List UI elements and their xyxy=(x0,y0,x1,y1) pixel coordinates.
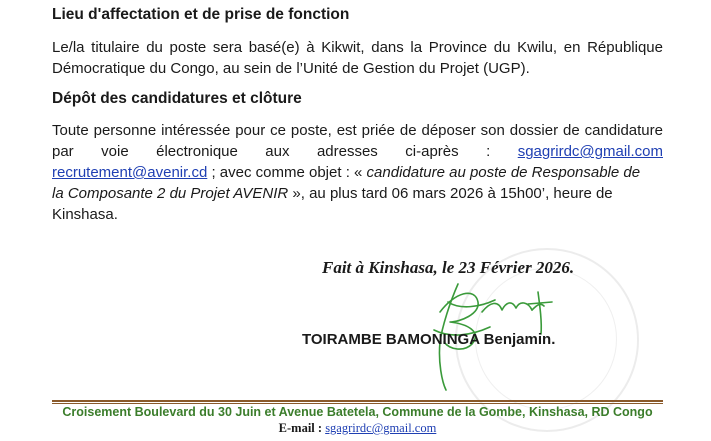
location-paragraph xyxy=(52,37,663,79)
footer-email-link[interactable]: sgagrirdc@gmail.com xyxy=(325,421,437,435)
submission-line-3-italic: candidature au poste de Responsable de xyxy=(366,164,641,181)
email-link-recrutement[interactable]: recrutement@avenir.cd xyxy=(52,164,208,181)
section-heading-location: Lieu d'affectation et de prise de fonction xyxy=(52,6,350,23)
submission-line-4-rest: », au plus tard 06 mars 2026 à 15h00’, heure de xyxy=(288,185,613,202)
signer-surname: TOIRAMBE BAMONINGA xyxy=(302,331,480,348)
footer-rule-thin xyxy=(52,403,663,404)
signer-end: . xyxy=(551,331,556,348)
submission-line-5: Kinshasa. xyxy=(52,206,118,223)
location-line-1: Le/la titulaire du poste sera basé(e) à Kikwit, dans la Province du Kwilu, en République xyxy=(52,39,663,56)
signer-name xyxy=(302,331,555,348)
submission-line-3-mid: ; avec comme objet : « xyxy=(207,164,367,181)
submission-line-2-text: par voie électronique aux adresses ci-après : xyxy=(52,143,491,160)
footer-rule-thick xyxy=(52,400,663,402)
submission-line-2 xyxy=(52,141,663,162)
footer-email-label: E-mail : xyxy=(278,421,323,435)
signer-given-name: Benjamin xyxy=(483,331,552,348)
footer-address: Croisement Boulevard du 30 Juin et Avenue Batetela, Commune de la Gombe, Kinshasa, RD Congo xyxy=(62,405,653,419)
submission-line-1: Toute personne intéressée pour ce poste, est priée de déposer son dossier de candidature xyxy=(52,122,663,139)
submission-line-3 xyxy=(52,162,663,183)
footer-email xyxy=(52,421,663,436)
submission-line-4 xyxy=(52,183,663,204)
email-link-sgagrirdc[interactable]: sgagrirdc@gmail.com xyxy=(517,143,663,160)
section-heading-submission: Dépôt des candidatures et clôture xyxy=(52,90,302,107)
place-date: Fait à Kinshasa, le 23 Février 2026. xyxy=(322,258,575,277)
submission-paragraph xyxy=(52,120,663,225)
location-line-2: Démocratique du Congo, au sein de l’Unité de Gestion du Projet (UGP). xyxy=(52,60,530,77)
submission-line-4-italic: la Composante 2 du Projet AVENIR xyxy=(52,185,289,202)
